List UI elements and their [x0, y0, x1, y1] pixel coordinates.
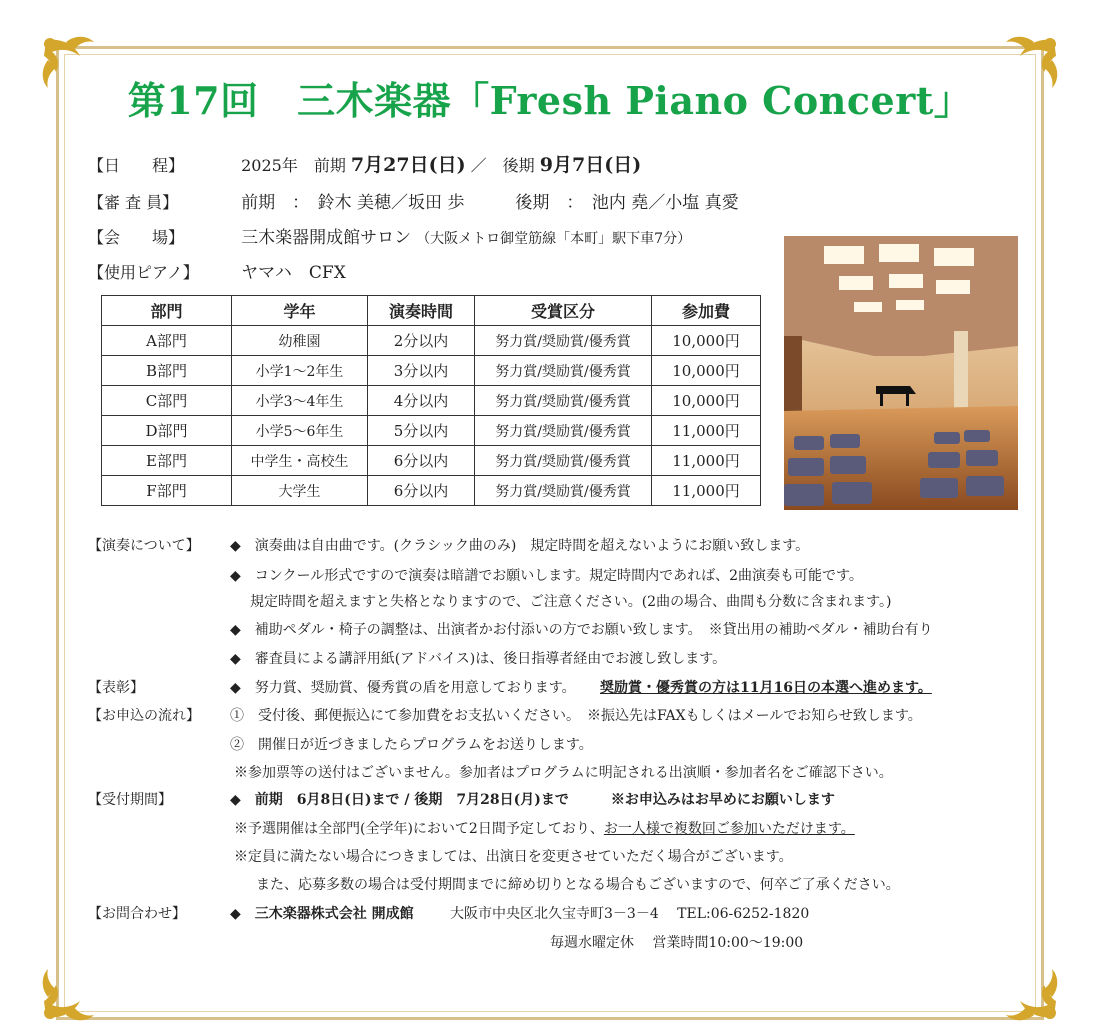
schedule-label: 【日 程】: [88, 156, 185, 175]
schedule-first-date: 7月27日(日): [350, 154, 466, 176]
table-cell: 努力賞/奨励賞/優秀賞: [475, 356, 652, 386]
table-cell: 小学5～6年生: [232, 416, 368, 446]
table-row: [102, 356, 761, 386]
table-header: 部門: [102, 296, 232, 326]
application-line: ② 開催日が近づきましたらプログラムをお送りします。: [230, 737, 593, 753]
table-cell: 小学1～2年生: [232, 356, 368, 386]
judges-value: 前期 ： 鈴木 美穂／坂田 歩 後期 ： 池内 堯／小塩 真愛: [241, 193, 739, 213]
piano-label: 【使用ピアノ】: [88, 263, 199, 282]
application-line: ※参加票等の送付はございません。参加者はプログラムに明記される出演順・参加者名をご確認下さい。: [234, 765, 893, 781]
award-text: ◆ 努力賞、奨励賞、優秀賞の盾を用意しております。: [230, 680, 576, 696]
period-note: また、応募多数の場合は受付期間までに締め切りとなる場合もございますので、何卒ご了承ください。: [256, 877, 900, 893]
schedule-prefix: 2025年 前期: [241, 156, 346, 175]
table-cell: 10,000円: [652, 326, 761, 356]
table-row: [102, 476, 761, 506]
table-row: [102, 386, 761, 416]
application-label: 【お申込の流れ】: [88, 708, 200, 724]
performance-line: 規定時間を超えますと失格となりますので、ご注意ください。(2曲の場合、曲間も分数に含まれます。): [250, 594, 892, 610]
corner-ornament-icon: [36, 947, 116, 1027]
period-note: [234, 820, 855, 838]
venue-value: 三木楽器開成館サロン: [241, 228, 412, 248]
table-cell: 5分以内: [368, 416, 475, 446]
table-header: 受賞区分: [475, 296, 652, 326]
judges-label: 【審 査 員】: [88, 193, 179, 212]
table-cell: 努力賞/奨励賞/優秀賞: [475, 386, 652, 416]
table-cell: 努力賞/奨励賞/優秀賞: [475, 416, 652, 446]
department-table: [101, 295, 761, 506]
contact-company: ◆ 三木楽器株式会社 開成館: [230, 906, 414, 922]
period-main: ◆ 前期 6月8日(日)まで / 後期 7月28日(月)まで ※お申込みはお早めにお願いします: [230, 792, 835, 808]
table-cell: 10,000円: [652, 386, 761, 416]
performance-line: ◆ 審査員による講評用紙(アドバイス)は、後日指導者経由でお渡し致します。: [230, 651, 727, 667]
award-highlight: 奨励賞・優秀賞の方は11月16日の本選へ進めます。: [600, 680, 932, 696]
table-cell: A部門: [102, 326, 232, 356]
table-cell: E部門: [102, 446, 232, 476]
table-cell: 11,000円: [652, 446, 761, 476]
table-row: [102, 446, 761, 476]
period-label: 【受付期間】: [88, 792, 172, 808]
contact-hours: 毎週水曜定休 営業時間10:00～19:00: [550, 935, 804, 951]
table-row: [102, 416, 761, 446]
venue-label: 【会 場】: [88, 228, 185, 247]
piano-row: [88, 258, 346, 283]
schedule-separator: ／ 後期: [470, 156, 535, 175]
schedule-second-date: 9月7日(日): [539, 154, 642, 176]
table-header: 演奏時間: [368, 296, 475, 326]
venue-row: [88, 223, 691, 248]
period-note-underlined: お一人様で複数回ご参加いただけます。: [603, 821, 855, 837]
table-cell: B部門: [102, 356, 232, 386]
table-cell: 大学生: [232, 476, 368, 506]
table-cell: 11,000円: [652, 476, 761, 506]
corner-ornament-icon: [984, 947, 1064, 1027]
period-note-text: ※予選開催は全部門(全学年)において2日間予定しており、: [234, 821, 604, 837]
venue-note: （大阪メトロ御堂筋線「本町」駅下車7分）: [416, 231, 692, 247]
table-cell: 2分以内: [368, 326, 475, 356]
table-header: 学年: [232, 296, 368, 326]
table-cell: 10,000円: [652, 356, 761, 386]
application-line: ① 受付後、郵便振込にて参加費をお支払いください。 ※振込先はFAXもしくはメールでお知らせ致します。: [230, 708, 922, 724]
page-title: 第17回 三木楽器「Fresh Piano Concert」: [127, 78, 973, 123]
performance-line: ◆ コンクール形式ですので演奏は暗譜でお願いします。規定時間内であれば、2曲演奏も可能です。: [230, 568, 863, 584]
award-label: 【表彰】: [88, 680, 144, 696]
period-note: ※定員に満たない場合につきましては、出演日を変更させていただく場合がございます。: [234, 849, 793, 865]
performance-label: 【演奏について】: [88, 538, 200, 554]
table-cell: 中学生・高校生: [232, 446, 368, 476]
table-cell: 努力賞/奨励賞/優秀賞: [475, 476, 652, 506]
table-cell: 4分以内: [368, 386, 475, 416]
concert-hall-photo: [784, 236, 1018, 510]
table-cell: 努力賞/奨励賞/優秀賞: [475, 326, 652, 356]
performance-line: ◆ 演奏曲は自由曲です。(クラシック曲のみ) 規定時間を超えないようにお願い致します。: [230, 538, 810, 554]
schedule-row: [88, 150, 641, 177]
table-cell: D部門: [102, 416, 232, 446]
table-header: 参加費: [652, 296, 761, 326]
table-header-row: [102, 296, 761, 326]
table-cell: F部門: [102, 476, 232, 506]
table-cell: 幼稚園: [232, 326, 368, 356]
contact-address: 大阪市中央区北久宝寺町3－3－4 TEL:06-6252-1820: [450, 906, 810, 922]
contact-label: 【お問合わせ】: [88, 906, 186, 922]
table-row: [102, 326, 761, 356]
judges-row: [88, 188, 739, 213]
table-cell: 6分以内: [368, 476, 475, 506]
table-cell: C部門: [102, 386, 232, 416]
table-cell: 11,000円: [652, 416, 761, 446]
table-cell: 6分以内: [368, 446, 475, 476]
table-cell: 3分以内: [368, 356, 475, 386]
piano-value: ヤマハ CFX: [241, 263, 346, 283]
table-cell: 努力賞/奨励賞/優秀賞: [475, 446, 652, 476]
performance-line: ◆ 補助ペダル・椅子の調整は、出演者かお付添いの方でお願い致します。 ※貸出用の補助ペダル・補助台有り: [230, 622, 933, 638]
table-cell: 小学3～4年生: [232, 386, 368, 416]
